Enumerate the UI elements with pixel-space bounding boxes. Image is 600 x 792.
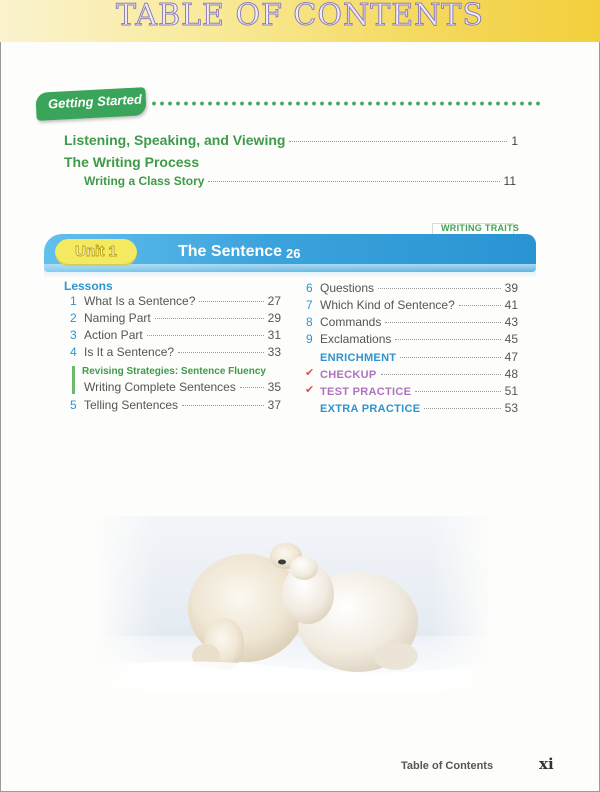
toc-entry[interactable]	[84, 174, 516, 188]
lesson-page: 35	[267, 380, 281, 394]
lesson-title: Writing Complete Sentences	[84, 380, 236, 394]
extra-page: 53	[504, 401, 518, 415]
leader-dots	[178, 352, 264, 353]
toc-entry-page: 11	[503, 174, 516, 188]
lesson-number: 2	[70, 311, 77, 325]
lesson-title: What Is a Sentence?	[84, 294, 196, 308]
extra-row[interactable]	[320, 367, 518, 381]
toc-entry-page: 1	[511, 134, 518, 148]
lesson-title: Is It a Sentence?	[84, 345, 175, 359]
extra-title: ENRICHMENT	[320, 352, 397, 364]
lesson-number: 1	[70, 294, 77, 308]
leader-dots	[289, 141, 507, 142]
revising-accent-bar	[72, 366, 75, 394]
polar-bears-photo	[96, 516, 492, 692]
lesson-number: 7	[306, 298, 313, 312]
extra-page: 48	[504, 367, 518, 381]
lesson-number: 3	[70, 328, 77, 342]
extra-title: EXTRA PRACTICE	[320, 403, 421, 415]
lesson-title: Questions	[320, 281, 375, 295]
lesson-row[interactable]	[84, 380, 281, 394]
leader-dots	[415, 391, 500, 392]
lesson-page: 39	[504, 281, 518, 295]
extra-row[interactable]	[320, 384, 518, 398]
page-number: xi	[539, 755, 554, 773]
lesson-number: 9	[306, 332, 313, 346]
leader-dots	[400, 357, 500, 358]
lesson-row[interactable]	[70, 311, 281, 325]
lesson-number: 8	[306, 315, 313, 329]
lesson-title: Naming Part	[84, 311, 151, 325]
lesson-title: Exclamations	[320, 332, 392, 346]
footer-label: Table of Contents	[401, 760, 494, 772]
toc-entry-title: Writing a Class Story	[84, 174, 205, 188]
unit-banner-fade	[44, 264, 536, 278]
extra-row[interactable]	[320, 401, 518, 415]
lesson-page: 43	[504, 315, 518, 329]
lesson-row[interactable]	[306, 281, 518, 295]
lesson-row[interactable]	[70, 398, 281, 412]
lesson-title: Commands	[320, 315, 382, 329]
leader-dots	[182, 405, 264, 406]
unit-page: 26	[286, 246, 301, 261]
leader-dots	[395, 339, 500, 340]
page-title: TABLE OF CONTENTS	[116, 0, 484, 33]
extra-title: TEST PRACTICE	[320, 386, 412, 398]
getting-started-label: Getting Started	[47, 91, 143, 112]
unit-title[interactable]: The Sentence	[178, 243, 283, 260]
lesson-number: 6	[306, 281, 313, 295]
lesson-row[interactable]	[306, 298, 518, 312]
leader-dots	[459, 305, 501, 306]
lesson-page: 37	[267, 398, 281, 412]
check-icon: ✔	[305, 366, 315, 379]
unit-label: Unit 1	[75, 243, 117, 260]
leader-dots	[147, 335, 264, 336]
lesson-row[interactable]	[70, 328, 281, 342]
leader-dots	[378, 288, 501, 289]
lesson-row[interactable]	[306, 315, 518, 329]
toc-entry[interactable]	[64, 132, 518, 148]
leader-dots	[208, 181, 499, 182]
check-icon: ✔	[305, 383, 315, 396]
writing-traits-tag: WRITING TRAITS	[441, 223, 520, 233]
extra-title: CHECKUP	[320, 369, 377, 381]
lesson-row[interactable]	[70, 345, 281, 359]
lesson-title: Which Kind of Sentence?	[320, 298, 455, 312]
lesson-title: Action Part	[84, 328, 143, 342]
lesson-page: 45	[504, 332, 518, 346]
lesson-page: 29	[267, 311, 281, 325]
leader-dots	[385, 322, 500, 323]
lesson-page: 31	[267, 328, 281, 342]
leader-dots	[155, 318, 264, 319]
lesson-number: 4	[70, 345, 77, 359]
lesson-page: 33	[267, 345, 281, 359]
revising-heading: Revising Strategies: Sentence Fluency	[82, 366, 266, 377]
lesson-number: 5	[70, 398, 77, 412]
lesson-page: 27	[267, 294, 281, 308]
toc-entry[interactable]	[64, 154, 199, 170]
extra-page: 47	[504, 350, 518, 364]
photo-fade-left	[96, 516, 156, 692]
photo-fade-right	[432, 516, 492, 692]
lessons-heading: Lessons	[64, 279, 113, 293]
lesson-title: Telling Sentences	[84, 398, 179, 412]
dotted-rule	[150, 101, 540, 106]
extra-page: 51	[504, 384, 518, 398]
leader-dots	[381, 374, 501, 375]
lesson-row[interactable]	[70, 294, 281, 308]
extra-row[interactable]	[320, 350, 518, 364]
toc-entry-title: The Writing Process	[64, 154, 200, 170]
lesson-page: 41	[504, 298, 518, 312]
toc-entry-title: Listening, Speaking, and Viewing	[64, 132, 286, 148]
lesson-row[interactable]	[306, 332, 518, 346]
leader-dots	[240, 387, 264, 388]
leader-dots	[424, 408, 500, 409]
leader-dots	[199, 301, 263, 302]
